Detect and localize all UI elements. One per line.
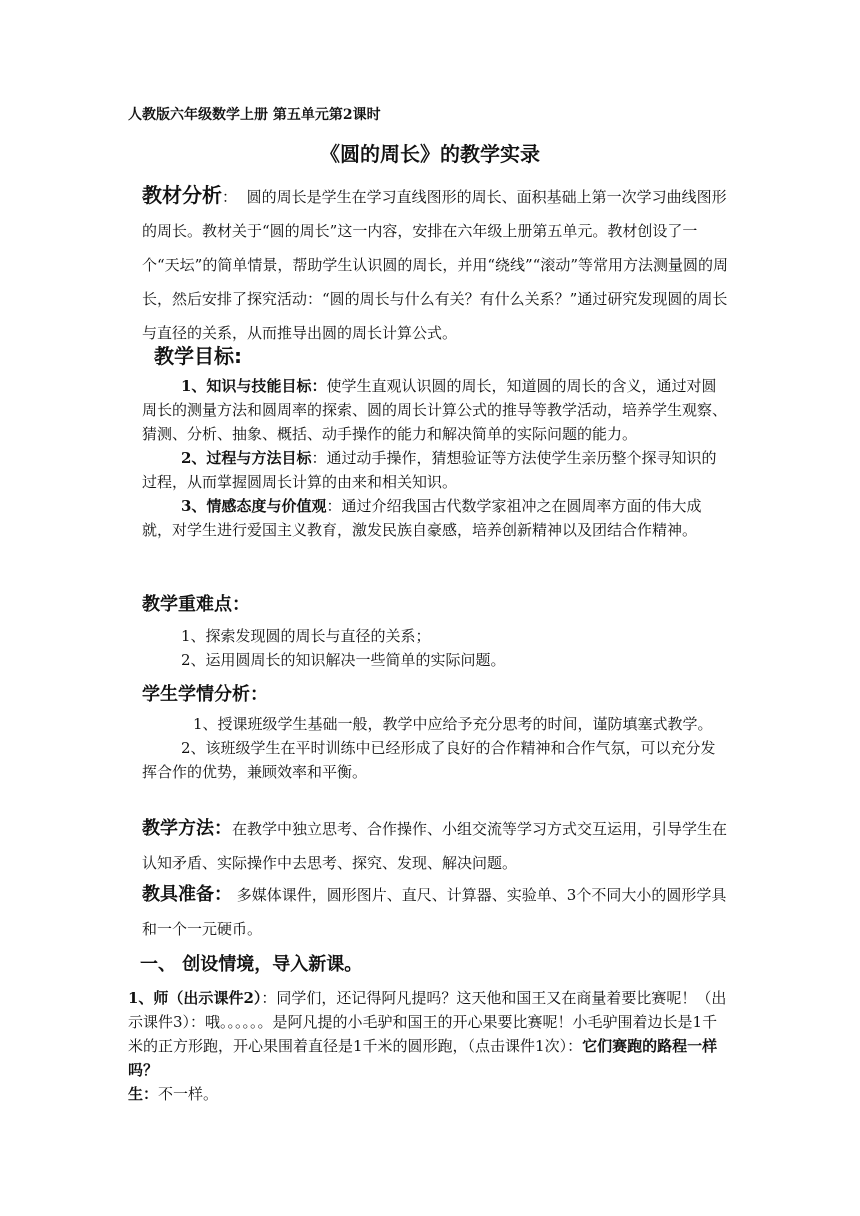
part1-heading: 一、 创设情境，导入新课。 bbox=[140, 954, 363, 975]
student-dialog bbox=[128, 1082, 730, 1106]
document-header: 人教版六年级数学上册 第五单元第2课时 bbox=[128, 107, 381, 123]
document-title: 《圆的周长》的教学实录 bbox=[320, 142, 540, 166]
goal-item-text: ：通过介绍我国古代数学家祖冲之在圆周率方面的伟大成就，对学生进行爱国主义教育，激发民族自豪感，培养创新精神以及团结合作精神。 bbox=[142, 497, 702, 539]
teacher-question: 它们赛跑的路程一样吗？ bbox=[128, 1037, 718, 1079]
part1-heading-wrap bbox=[140, 950, 728, 976]
material-analysis-heading: 教材分析 bbox=[142, 183, 222, 207]
goal-item bbox=[142, 374, 730, 446]
methods-section bbox=[142, 812, 730, 880]
teaching-goals-list bbox=[142, 374, 730, 542]
key-points-heading-wrap bbox=[142, 590, 730, 616]
teaching-goals-heading-wrap bbox=[154, 340, 742, 369]
students-heading-wrap bbox=[142, 680, 730, 706]
key-point-item: 1、探索发现圆的周长与直径的关系； bbox=[181, 627, 431, 645]
student-text: 不一样。 bbox=[158, 1085, 219, 1103]
part1-dialog bbox=[128, 986, 730, 1106]
students-item: 1、授课班级学生基础一般，教学中应给予充分思考的时间，谨防填塞式教学。 bbox=[193, 715, 713, 733]
methods-heading: 教学方法： bbox=[142, 818, 232, 839]
students-list bbox=[142, 712, 730, 784]
key-points-list bbox=[142, 624, 730, 672]
goal-item bbox=[142, 446, 730, 494]
goal-item bbox=[142, 494, 730, 542]
material-analysis-text: 圆的周长是学生在学习直线图形的周长、面积基础上第一次学习曲线图形的周长。教材关于“圆的周长”这一内容，安排在六年级上册第五单元。教材创设了一个“天坛”的简单情景，帮助学生认识圆的周长，并用“绕线”“滚动”等常用方法测量圆的周长，然后安排了探究活动：“圆的周长与什么有关？有什么关系？”通过研究发现圆的周长与直径的关系，从而推导出圆的周长计算公式。 bbox=[142, 188, 729, 342]
key-points-heading: 教学重难点： bbox=[142, 594, 250, 615]
teacher-label: 1、师（出示课件2） bbox=[128, 989, 262, 1007]
student-label: 生： bbox=[128, 1085, 159, 1103]
tools-text: 多媒体课件，圆形图片、直尺、计算器、实验单、3个不同大小的圆形学具和一个一元硬币。 bbox=[142, 886, 727, 938]
goal-item-text: 使学生直观认识圆的周长，知道圆的周长的含义，通过对圆周长的测量方法和圆周率的探索、圆的周长计算公式的推导等教学活动，培养学生观察、猜测、分析、抽象、概括、动手操作的能力和解决简单的实际问题的能力。 bbox=[142, 377, 728, 443]
teacher-text: ：同学们，还记得阿凡提吗？这天他和国王又在商量着要比赛呢！（出示课件3）：哦。。。。。。是阿凡提的小毛驴和国王的开心果要比赛呢！小毛驴围着边长是1千米的正方形跑，开心果围着直径是1千米的圆形跑，（点击课件1次）： bbox=[128, 989, 727, 1055]
teaching-goals-heading: 教学目标: bbox=[154, 344, 242, 368]
material-analysis-section bbox=[142, 178, 730, 350]
students-item: 2、该班级学生在平时训练中已经形成了良好的合作精神和合作气氛，可以充分发挥合作的优势，兼顾效率和平衡。 bbox=[142, 739, 716, 781]
methods-text: 在教学中独立思考、合作操作、小组交流等学习方式交互运用，引导学生在认知矛盾、实际操作中去思考、探究、发现、解决问题。 bbox=[142, 820, 728, 872]
tools-heading: 教具准备： bbox=[142, 884, 232, 905]
material-analysis-colon: ： bbox=[222, 188, 238, 206]
goal-item-label: 2、过程与方法目标 bbox=[181, 449, 312, 467]
tools-section bbox=[142, 878, 730, 946]
teacher-dialog bbox=[128, 986, 730, 1082]
students-heading: 学生学情分析： bbox=[142, 684, 268, 705]
goal-item-label: 3、情感态度与价值观 bbox=[181, 497, 327, 515]
key-point-item: 2、运用圆周长的知识解决一些简单的实际问题。 bbox=[181, 651, 506, 669]
goal-item-label: 1、知识与技能目标： bbox=[181, 377, 327, 395]
goal-item-text: ：通过动手操作，猜想验证等方法使学生亲历整个探寻知识的过程，从而掌握圆周长计算的由来和相关知识。 bbox=[142, 449, 717, 491]
